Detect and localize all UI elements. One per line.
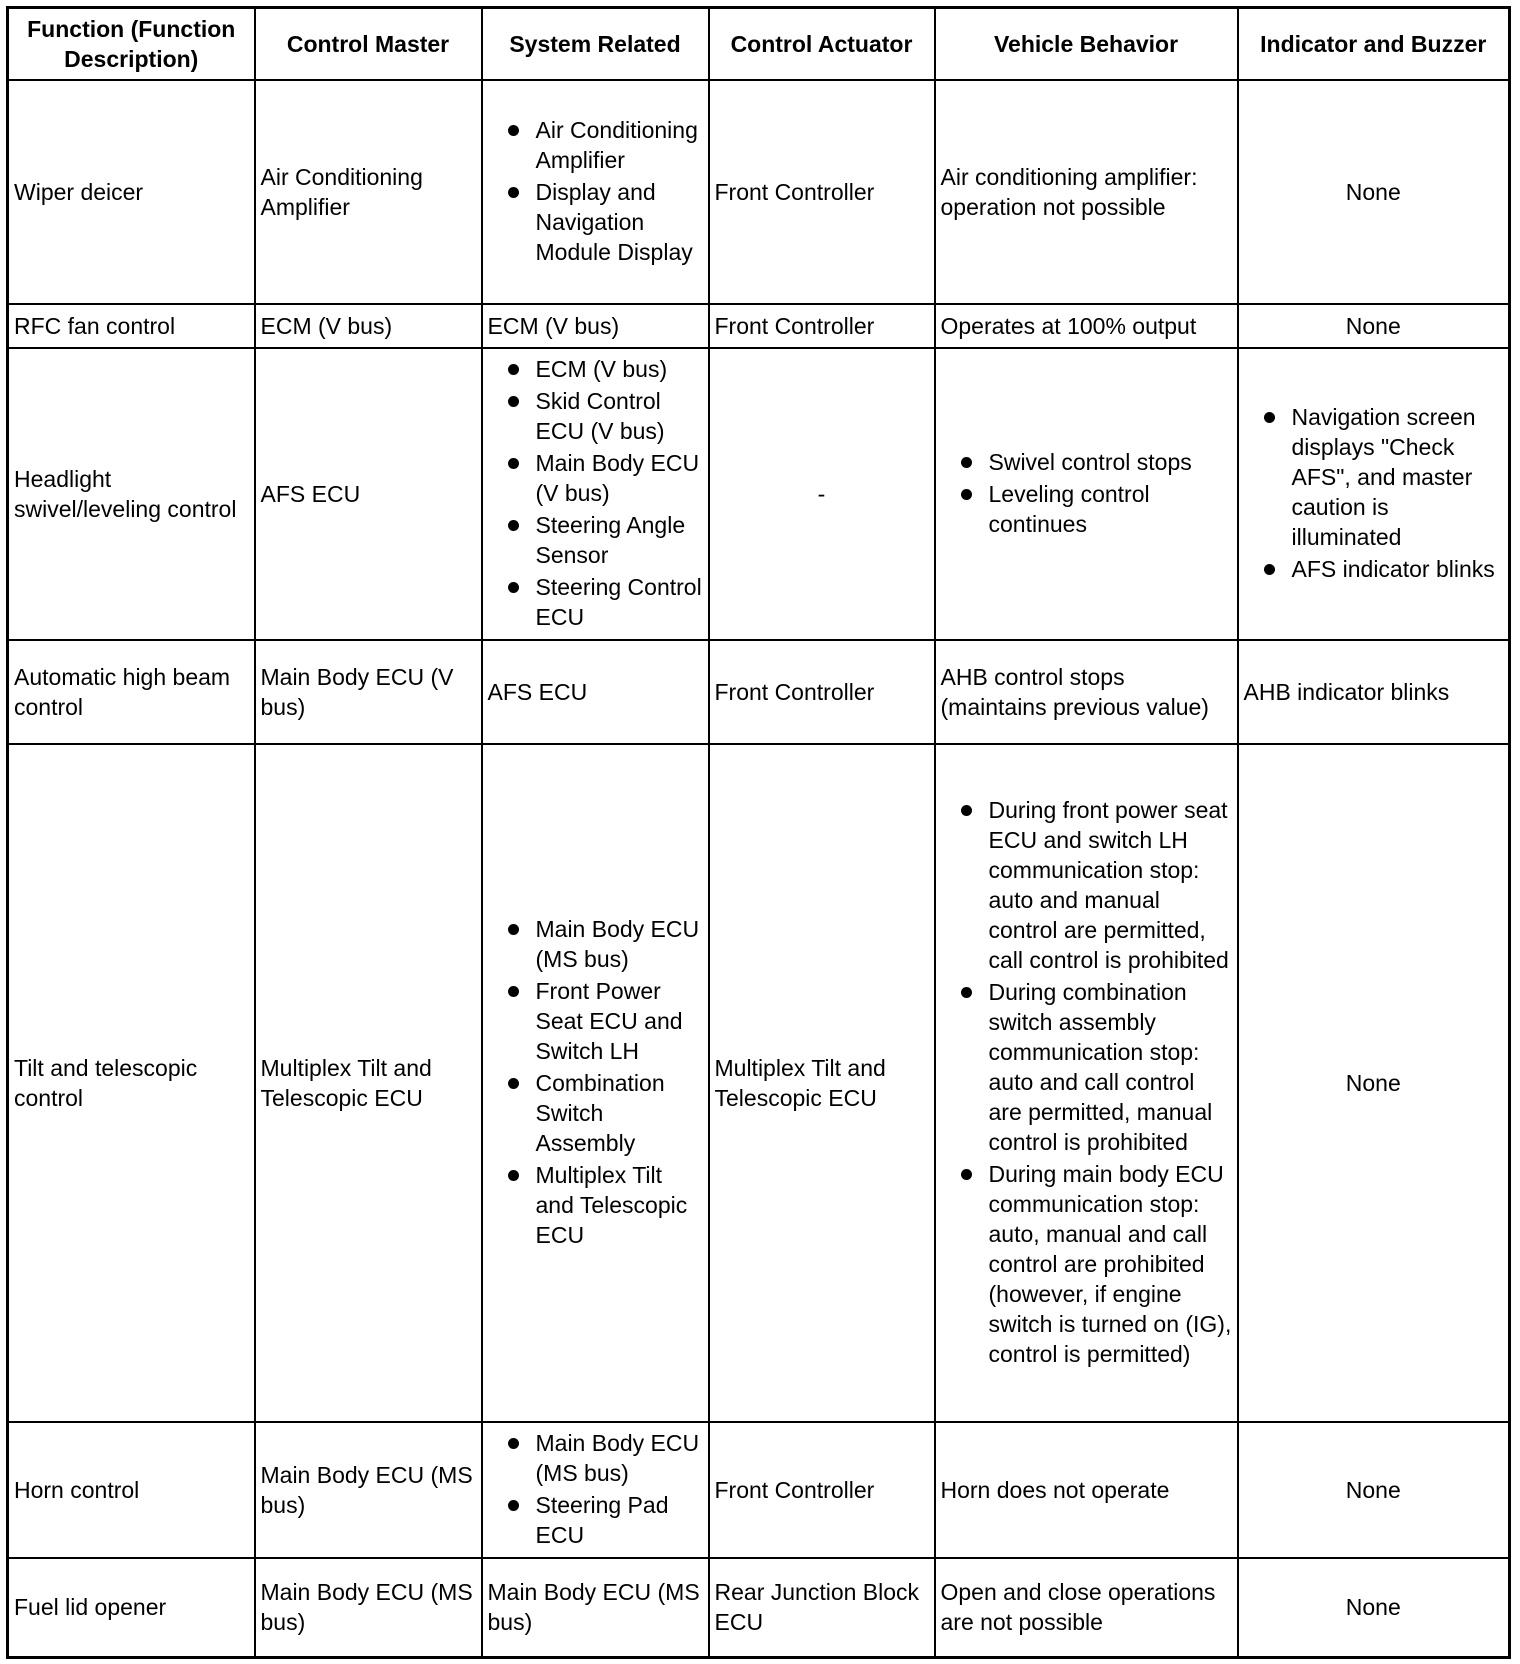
list-item bbox=[488, 1160, 703, 1250]
function-table bbox=[6, 6, 1511, 1659]
cell-indicator-buzzer bbox=[1238, 348, 1510, 640]
bullet-icon bbox=[508, 364, 519, 375]
cell-control-master: Main Body ECU (MS bus) bbox=[255, 1422, 482, 1558]
item-text: Skid Control ECU (V bus) bbox=[535, 387, 665, 444]
bullet-list bbox=[488, 115, 703, 267]
item-text: Front Power Seat ECU and Switch LH bbox=[535, 977, 683, 1064]
bullet-icon bbox=[961, 805, 972, 816]
bullet-icon bbox=[508, 582, 519, 593]
item-text: Combination Switch Assembly bbox=[535, 1069, 665, 1156]
list-item bbox=[1244, 402, 1504, 552]
cell-control-actuator: Rear Junction Block ECU bbox=[709, 1558, 935, 1658]
header-function: Function (Function Description) bbox=[8, 8, 255, 80]
list-item bbox=[488, 1428, 703, 1488]
item-text: Multiplex Tilt and Telescopic ECU bbox=[535, 1161, 688, 1248]
cell-control-actuator: - bbox=[709, 348, 935, 640]
cell-indicator-buzzer: None bbox=[1238, 304, 1510, 348]
bullet-list bbox=[488, 354, 703, 632]
bullet-list bbox=[941, 795, 1232, 1369]
cell-indicator-buzzer: None bbox=[1238, 1422, 1510, 1558]
bullet-icon bbox=[961, 457, 972, 468]
cell-system-related bbox=[482, 744, 709, 1422]
cell-function: Automatic high beam control bbox=[8, 640, 255, 744]
list-item bbox=[941, 1159, 1232, 1369]
cell-function: Horn control bbox=[8, 1422, 255, 1558]
bullet-icon bbox=[508, 1500, 519, 1511]
bullet-list bbox=[1244, 402, 1504, 584]
item-text: Swivel control stops bbox=[988, 448, 1192, 475]
cell-vehicle-behavior bbox=[935, 744, 1238, 1422]
item-text: Air Conditioning Amplifier bbox=[535, 116, 698, 173]
list-item bbox=[941, 447, 1232, 477]
cell-system-related: AFS ECU bbox=[482, 640, 709, 744]
list-item bbox=[488, 1490, 703, 1550]
cell-system-related bbox=[482, 1422, 709, 1558]
cell-vehicle-behavior: AHB control stops (maintains previous value) bbox=[935, 640, 1238, 744]
item-text: Steering Angle Sensor bbox=[535, 511, 686, 568]
cell-control-actuator: Front Controller bbox=[709, 80, 935, 304]
cell-vehicle-behavior: Horn does not operate bbox=[935, 1422, 1238, 1558]
list-item bbox=[941, 795, 1232, 975]
item-text: Main Body ECU (MS bus) bbox=[535, 915, 700, 972]
table-row bbox=[8, 304, 1510, 348]
table-row bbox=[8, 1422, 1510, 1558]
item-text: During main body ECU communication stop: auto, manual and call control are prohibited (however, if engine switch is turned on (IG), control is permitted) bbox=[988, 1160, 1232, 1367]
bullet-icon bbox=[961, 987, 972, 998]
cell-control-master: Air Conditioning Amplifier bbox=[255, 80, 482, 304]
list-item bbox=[488, 177, 703, 267]
list-item bbox=[488, 1068, 703, 1158]
header-indicator-buzzer: Indicator and Buzzer bbox=[1238, 8, 1510, 80]
bullet-icon bbox=[508, 520, 519, 531]
cell-system-related bbox=[482, 348, 709, 640]
cell-function: Wiper deicer bbox=[8, 80, 255, 304]
header-system-related: System Related bbox=[482, 8, 709, 80]
bullet-icon bbox=[508, 458, 519, 469]
list-item bbox=[488, 448, 703, 508]
item-text: AFS indicator blinks bbox=[1291, 555, 1495, 582]
list-item bbox=[941, 479, 1232, 539]
bullet-icon bbox=[508, 1170, 519, 1181]
cell-indicator-buzzer: None bbox=[1238, 744, 1510, 1422]
bullet-list bbox=[488, 914, 703, 1250]
bullet-list bbox=[941, 447, 1232, 539]
bullet-icon bbox=[508, 986, 519, 997]
cell-system-related bbox=[482, 80, 709, 304]
item-text: Navigation screen displays "Check AFS", and master caution is illuminated bbox=[1291, 403, 1476, 550]
table-row bbox=[8, 80, 1510, 304]
cell-function: Headlight swivel/leveling control bbox=[8, 348, 255, 640]
cell-control-master: Main Body ECU (MS bus) bbox=[255, 1558, 482, 1658]
cell-function: Fuel lid opener bbox=[8, 1558, 255, 1658]
cell-system-related: ECM (V bus) bbox=[482, 304, 709, 348]
bullet-icon bbox=[508, 1078, 519, 1089]
list-item bbox=[941, 977, 1232, 1157]
list-item bbox=[488, 976, 703, 1066]
cell-control-master: Main Body ECU (V bus) bbox=[255, 640, 482, 744]
header-row bbox=[8, 8, 1510, 80]
cell-control-master: AFS ECU bbox=[255, 348, 482, 640]
cell-control-actuator: Front Controller bbox=[709, 640, 935, 744]
cell-indicator-buzzer: AHB indicator blinks bbox=[1238, 640, 1510, 744]
bullet-icon bbox=[508, 187, 519, 198]
cell-vehicle-behavior bbox=[935, 348, 1238, 640]
item-text: During combination switch assembly communication stop: auto and call control are permitted, manual control is prohibited bbox=[988, 978, 1213, 1155]
cell-indicator-buzzer: None bbox=[1238, 80, 1510, 304]
list-item bbox=[488, 510, 703, 570]
cell-control-master: ECM (V bus) bbox=[255, 304, 482, 348]
bullet-icon bbox=[961, 489, 972, 500]
table-row bbox=[8, 744, 1510, 1422]
bullet-icon bbox=[508, 396, 519, 407]
list-item bbox=[1244, 554, 1504, 584]
list-item bbox=[488, 115, 703, 175]
cell-system-related: Main Body ECU (MS bus) bbox=[482, 1558, 709, 1658]
item-text: ECM (V bus) bbox=[535, 355, 668, 382]
header-vehicle-behavior: Vehicle Behavior bbox=[935, 8, 1238, 80]
cell-control-actuator: Multiplex Tilt and Telescopic ECU bbox=[709, 744, 935, 1422]
list-item bbox=[488, 386, 703, 446]
table-row bbox=[8, 1558, 1510, 1658]
cell-control-actuator: Front Controller bbox=[709, 1422, 935, 1558]
item-text: During front power seat ECU and switch LH communication stop: auto and manual control are permitted, call control is prohibited bbox=[988, 796, 1229, 973]
bullet-icon bbox=[1264, 412, 1275, 423]
list-item bbox=[488, 354, 703, 384]
header-control-master: Control Master bbox=[255, 8, 482, 80]
cell-vehicle-behavior: Operates at 100% output bbox=[935, 304, 1238, 348]
cell-control-master: Multiplex Tilt and Telescopic ECU bbox=[255, 744, 482, 1422]
bullet-icon bbox=[508, 924, 519, 935]
item-text: Leveling control continues bbox=[988, 480, 1150, 537]
bullet-icon bbox=[508, 1438, 519, 1449]
item-text: Main Body ECU (V bus) bbox=[535, 449, 700, 506]
item-text: Steering Pad ECU bbox=[535, 1491, 669, 1548]
item-text: Display and Navigation Module Display bbox=[535, 178, 693, 265]
list-item bbox=[488, 914, 703, 974]
bullet-icon bbox=[508, 125, 519, 136]
item-text: Steering Control ECU bbox=[535, 573, 702, 630]
header-control-actuator: Control Actuator bbox=[709, 8, 935, 80]
table-row bbox=[8, 348, 1510, 640]
cell-function: Tilt and telescopic control bbox=[8, 744, 255, 1422]
cell-vehicle-behavior: Open and close operations are not possible bbox=[935, 1558, 1238, 1658]
cell-indicator-buzzer: None bbox=[1238, 1558, 1510, 1658]
cell-function: RFC fan control bbox=[8, 304, 255, 348]
table-row bbox=[8, 640, 1510, 744]
bullet-icon bbox=[961, 1169, 972, 1180]
bullet-list bbox=[488, 1428, 703, 1550]
bullet-icon bbox=[1264, 564, 1275, 575]
item-text: Main Body ECU (MS bus) bbox=[535, 1429, 700, 1486]
list-item bbox=[488, 572, 703, 632]
cell-vehicle-behavior: Air conditioning amplifier: operation not possible bbox=[935, 80, 1238, 304]
cell-control-actuator: Front Controller bbox=[709, 304, 935, 348]
